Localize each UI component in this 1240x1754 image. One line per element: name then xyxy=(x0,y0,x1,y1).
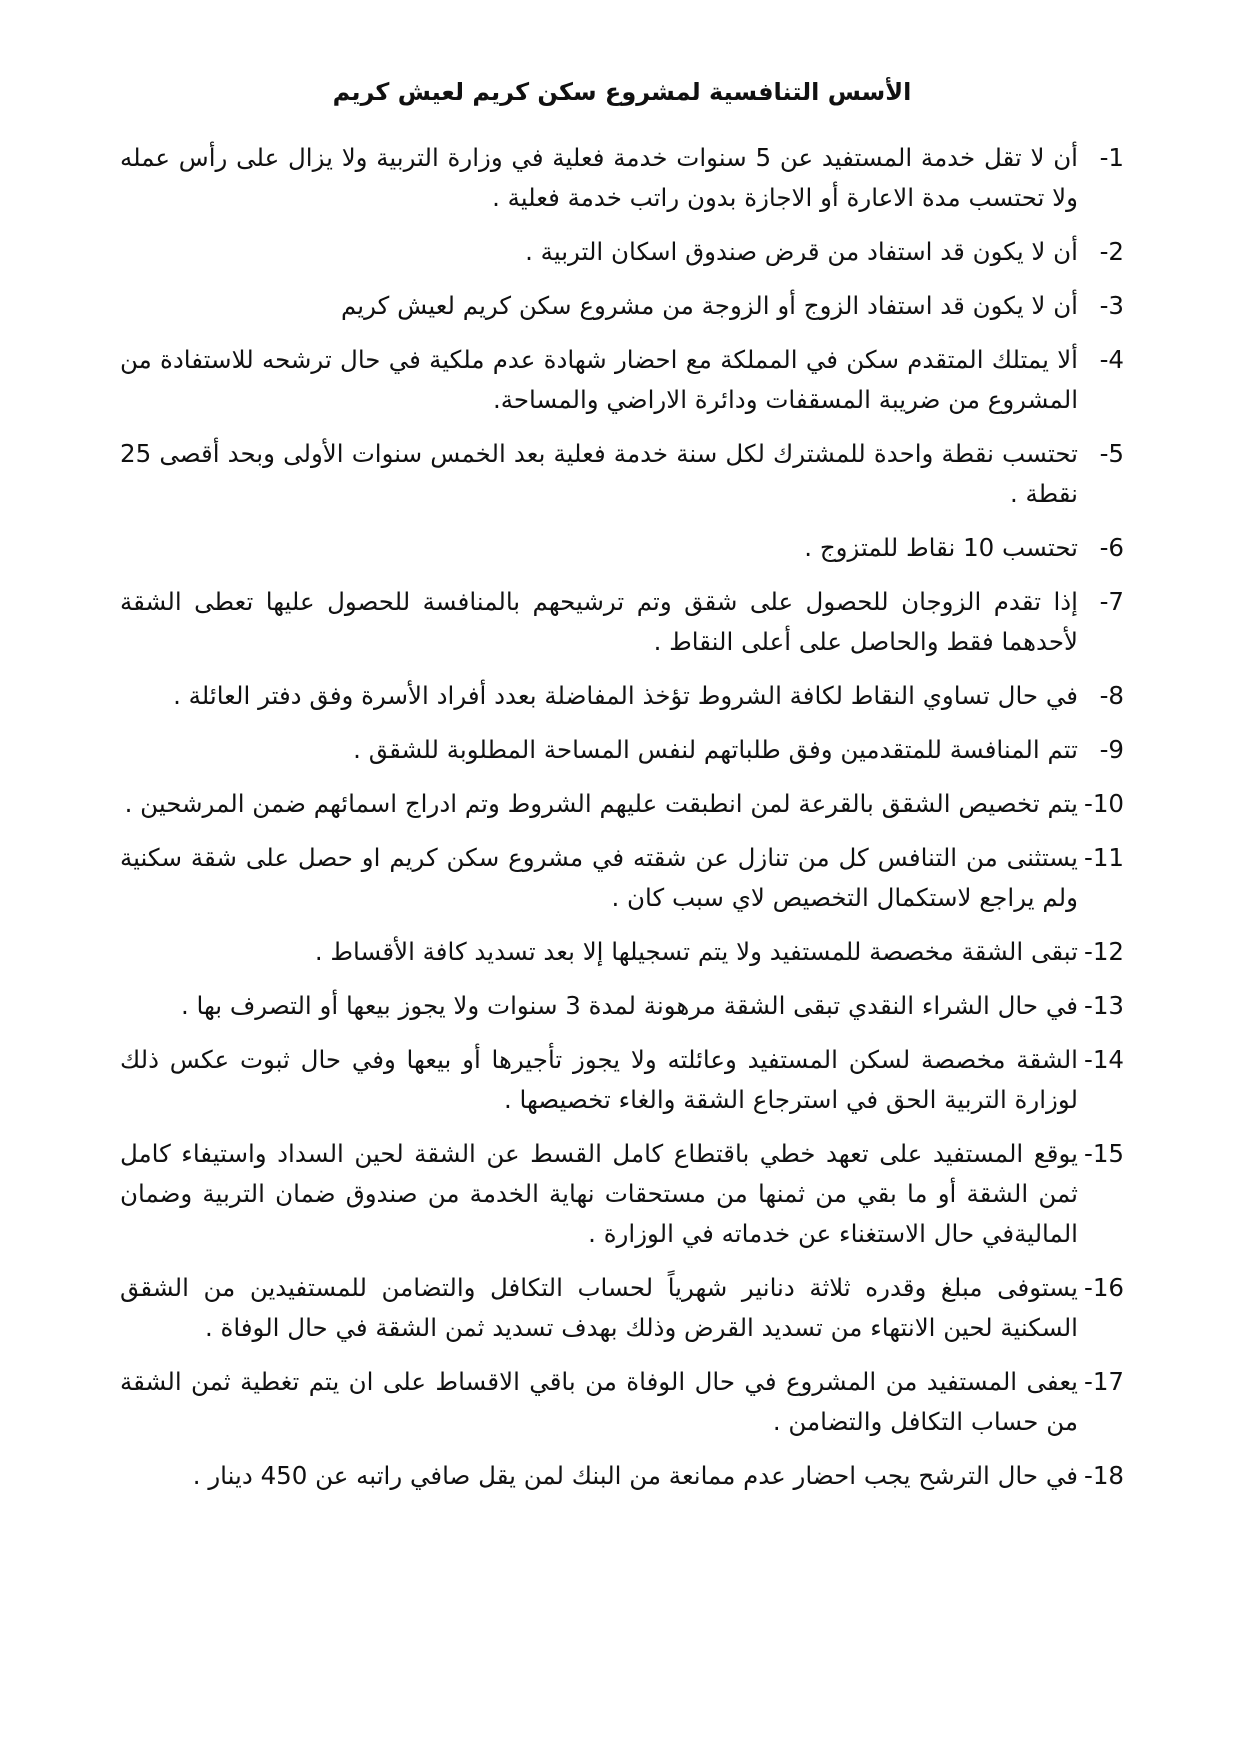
list-item xyxy=(120,676,1124,716)
item-text: تبقى الشقة مخصصة للمستفيد ولا يتم تسجيلها إلا بعد تسديد كافة الأقساط . xyxy=(314,937,1078,966)
item-text: تتم المنافسة للمتقدمين وفق طلباتهم لنفس المساحة المطلوبة للشقق . xyxy=(353,735,1078,764)
item-text: أن لا يكون قد استفاد من قرض صندوق اسكان التربية . xyxy=(525,237,1078,266)
list-item xyxy=(120,1268,1124,1348)
list-item xyxy=(120,838,1124,918)
item-text: في حال الترشح يجب احضار عدم ممانعة من البنك لمن يقل صافي راتبه عن 450 دينار . xyxy=(192,1461,1078,1490)
item-text: تحتسب نقطة واحدة للمشترك لكل سنة خدمة فعلية بعد الخمس سنوات الأولى وبحد أقصى 25 نقطة . xyxy=(120,439,1078,508)
item-text: يستثنى من التنافس كل من تنازل عن شقته في مشروع سكن كريم او حصل على شقة سكنية ولم يراجع لاستكمال التخصيص لاي سبب كان . xyxy=(120,843,1078,912)
item-number: 16- xyxy=(1083,1273,1124,1302)
list-item xyxy=(120,1456,1124,1496)
list-item xyxy=(120,528,1124,568)
item-text: إذا تقدم الزوجان للحصول على شقق وتم ترشيحهم بالمنافسة للحصول عليها تعطى الشقة لأحدهما فقط والحاصل على أعلى النقاط . xyxy=(120,587,1078,656)
list-item xyxy=(120,932,1124,972)
list-item xyxy=(120,1362,1124,1442)
item-number: 14- xyxy=(1083,1045,1124,1074)
item-number: 5- xyxy=(1099,439,1124,468)
item-number: 2- xyxy=(1099,237,1124,266)
list-item xyxy=(120,1040,1124,1120)
item-text: أن لا تقل خدمة المستفيد عن 5 سنوات خدمة فعلية في وزارة التربية ولا يزال على رأس عمله ولا تحتسب مدة الاعارة أو الاجازة بدون راتب خدمة فعلية . xyxy=(120,143,1078,212)
item-number: 7- xyxy=(1099,587,1124,616)
item-number: 6- xyxy=(1099,533,1124,562)
item-text: يستوفى مبلغ وقدره ثلاثة دنانير شهرياً لحساب التكافل والتضامن للمستفيدين من الشقق السكنية لحين الانتهاء من تسديد القرض وذلك بهدف تسديد ثمن الشقة في حال الوفاة . xyxy=(120,1273,1078,1342)
item-text: يتم تخصيص الشقق بالقرعة لمن انطبقت عليهم الشروط وتم ادراج اسمائهم ضمن المرشحين . xyxy=(124,789,1078,818)
list-item xyxy=(120,582,1124,662)
item-text: الشقة مخصصة لسكن المستفيد وعائلته ولا يجوز تأجيرها أو بيعها وفي حال ثبوت عكس ذلك لوزارة التربية الحق في استرجاع الشقة والغاء تخصيصها . xyxy=(120,1045,1078,1114)
list-item xyxy=(120,232,1124,272)
list-item xyxy=(120,286,1124,326)
item-text: تحتسب 10 نقاط للمتزوج . xyxy=(804,533,1078,562)
item-text: في حال الشراء النقدي تبقى الشقة مرهونة لمدة 3 سنوات ولا يجوز بيعها أو التصرف بها . xyxy=(180,991,1078,1020)
list-item xyxy=(120,434,1124,514)
item-text: في حال تساوي النقاط لكافة الشروط تؤخذ المفاضلة بعدد أفراد الأسرة وفق دفتر العائلة . xyxy=(173,681,1078,710)
item-number: 3- xyxy=(1099,291,1124,320)
item-number: 13- xyxy=(1083,991,1124,1020)
list-item xyxy=(120,1134,1124,1254)
list-item xyxy=(120,340,1124,420)
item-number: 15- xyxy=(1083,1139,1124,1168)
item-number: 17- xyxy=(1083,1367,1124,1396)
list-item xyxy=(120,986,1124,1026)
list-item xyxy=(120,784,1124,824)
item-number: 11- xyxy=(1083,843,1124,872)
item-number: 4- xyxy=(1099,345,1124,374)
list-item xyxy=(120,138,1124,218)
item-number: 18- xyxy=(1083,1461,1124,1490)
item-number: 12- xyxy=(1083,937,1124,966)
item-number: 9- xyxy=(1099,735,1124,764)
item-text: يعفى المستفيد من المشروع في حال الوفاة من باقي الاقساط على ان يتم تغطية ثمن الشقة من حساب التكافل والتضامن . xyxy=(120,1367,1078,1436)
item-text: يوقع المستفيد على تعهد خطي باقتطاع كامل القسط عن الشقة لحين السداد واستيفاء كامل ثمن الشقة أو ما بقي من ثمنها من مستحقات نهاية الخدمة من صندوق ضمان التربية وضمان الماليةفي حال الاستغناء عن خدماته في الوزارة . xyxy=(120,1139,1078,1248)
conditions-list xyxy=(120,138,1124,1496)
list-item xyxy=(120,730,1124,770)
item-text: أن لا يكون قد استفاد الزوج أو الزوجة من مشروع سكن كريم لعيش كريم xyxy=(340,291,1078,320)
item-number: 10- xyxy=(1083,789,1124,818)
item-number: 8- xyxy=(1099,681,1124,710)
item-text: ألا يمتلك المتقدم سكن في المملكة مع احضار شهادة عدم ملكية في حال ترشحه للاستفادة من المشروع من ضريبة المسقفات ودائرة الاراضي والمساحة. xyxy=(120,345,1078,414)
document-title: الأسس التنافسية لمشروع سكن كريم لعيش كريم xyxy=(332,78,912,106)
item-number: 1- xyxy=(1099,143,1124,172)
